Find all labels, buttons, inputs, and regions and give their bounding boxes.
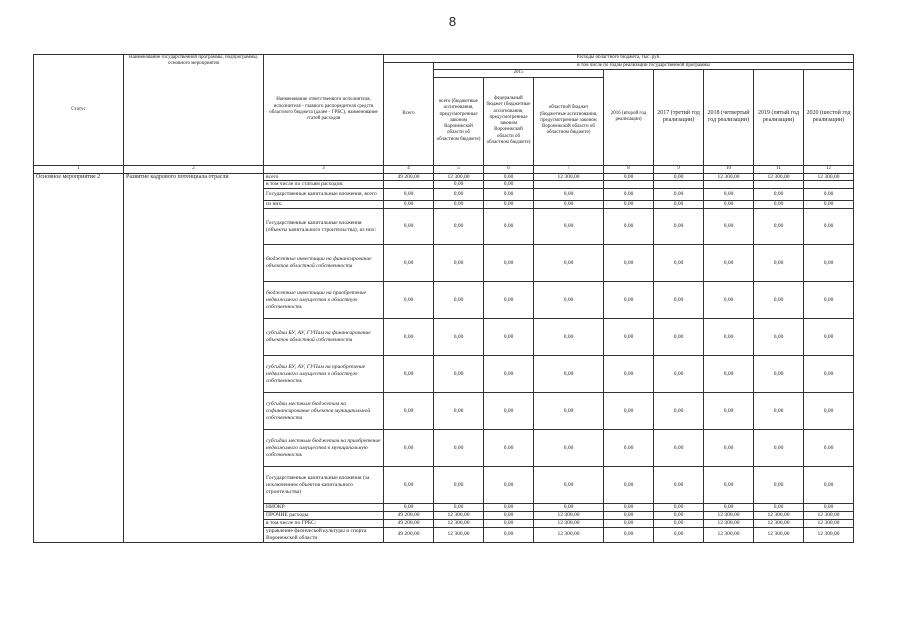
value-cell: 0,00 <box>434 319 484 356</box>
value-cell: 0,00 <box>534 282 604 319</box>
value-cell: 0,00 <box>434 430 484 467</box>
value-cell <box>704 181 754 189</box>
value-cell: 0,00 <box>434 282 484 319</box>
value-cell: 0,00 <box>754 245 804 282</box>
value-cell: 0,00 <box>704 245 754 282</box>
row-label: бюджетные инвестиции на финансирование объектов областной собственности <box>264 245 384 282</box>
value-cell <box>654 181 704 189</box>
value-cell: 0,00 <box>704 209 754 245</box>
value-cell: 0,00 <box>484 527 534 542</box>
value-cell: 0,00 <box>484 319 534 356</box>
col-number: 8 <box>604 165 654 173</box>
value-cell: 0,00 <box>804 504 854 512</box>
value-cell: 0,00 <box>804 356 854 393</box>
value-cell: 0,00 <box>484 173 534 181</box>
value-cell: 0,00 <box>484 356 534 393</box>
value-cell: 0,00 <box>804 467 854 504</box>
value-cell: 0,00 <box>754 430 804 467</box>
value-cell: 0,00 <box>604 282 654 319</box>
row-label: ПРОЧИЕ расходы <box>264 512 384 520</box>
value-cell: 0,00 <box>754 201 804 209</box>
value-cell: 0,00 <box>754 356 804 393</box>
row-label: субсидии БУ, АУ, ГУПам на финансирование объектов областной собственности <box>264 319 384 356</box>
value-cell: 0,00 <box>384 282 434 319</box>
value-cell: 0,00 <box>434 504 484 512</box>
value-cell: 0,00 <box>484 393 534 430</box>
col-number: 6 <box>484 165 534 173</box>
value-cell: 0,00 <box>384 201 434 209</box>
value-cell: 0,00 <box>604 209 654 245</box>
header-sub-total: всего (бюджетные ассигнования, предусмотренные законом Воронежской области об областном бюджете) <box>434 77 484 165</box>
value-cell: 12 300,00 <box>434 173 484 181</box>
row-label: НИОКР <box>264 504 384 512</box>
value-cell: 0,00 <box>384 209 434 245</box>
value-cell: 0,00 <box>654 282 704 319</box>
value-cell: 0,00 <box>384 467 434 504</box>
value-cell: 0,00 <box>804 245 854 282</box>
value-cell: 0,00 <box>604 173 654 181</box>
value-cell: 0,00 <box>654 201 704 209</box>
value-cell: 0,00 <box>484 430 534 467</box>
value-cell: 0,00 <box>434 356 484 393</box>
header-sub-regional: областной бюджет (бюджетные ассигнования, предусмотренные законом Воронежской области об областном бюджете) <box>534 77 604 165</box>
row-label: Государственные капитальные вложения, всего <box>264 189 384 201</box>
value-cell: 12 300,00 <box>704 527 754 542</box>
value-cell: 49 200,00 <box>384 512 434 520</box>
row-label: Государственные капитальные вложения (за исключением объектов капитального строительства) <box>264 467 384 504</box>
value-cell: 0,00 <box>604 527 654 542</box>
program-cell: Развитие кадрового потенциала отрасли <box>124 173 264 542</box>
value-cell: 0,00 <box>754 189 804 201</box>
row-label: из них: <box>264 201 384 209</box>
value-cell: 0,00 <box>484 181 534 189</box>
value-cell <box>754 181 804 189</box>
value-cell: 0,00 <box>704 319 754 356</box>
value-cell: 0,00 <box>534 201 604 209</box>
header-program-name: Наименование государственной программы, подпрограммы, основного мероприятия <box>124 55 264 166</box>
header-2019: 2019 (пятый год реализации) <box>754 70 804 165</box>
value-cell: 12 300,00 <box>534 173 604 181</box>
value-cell: 12 300,00 <box>754 512 804 520</box>
value-cell: 0,00 <box>434 393 484 430</box>
value-cell: 12 300,00 <box>754 519 804 527</box>
status-cell: Основное мероприятие 2 <box>34 173 124 542</box>
table-row <box>34 173 854 181</box>
value-cell: 0,00 <box>534 467 604 504</box>
value-cell: 0,00 <box>654 393 704 430</box>
value-cell: 0,00 <box>384 356 434 393</box>
header-total: Всего <box>384 63 434 166</box>
value-cell: 0,00 <box>654 209 704 245</box>
value-cell: 12 300,00 <box>434 527 484 542</box>
value-cell: 12 300,00 <box>704 173 754 181</box>
value-cell: 0,00 <box>804 319 854 356</box>
value-cell: 0,00 <box>534 393 604 430</box>
value-cell: 0,00 <box>754 209 804 245</box>
value-cell: 0,00 <box>804 201 854 209</box>
value-cell: 12 300,00 <box>804 173 854 181</box>
value-cell: 0,00 <box>604 512 654 520</box>
value-cell: 12 300,00 <box>534 512 604 520</box>
value-cell: 0,00 <box>704 430 754 467</box>
col-number: 2 <box>124 165 264 173</box>
value-cell: 0,00 <box>804 430 854 467</box>
row-label: в том числе по статьям расходов: <box>264 181 384 189</box>
row-label: всего <box>264 173 384 181</box>
header-2017: 2017 (третий год реализации) <box>654 70 704 165</box>
value-cell: 0,00 <box>754 282 804 319</box>
value-cell: 0,00 <box>704 393 754 430</box>
row-label: субсидии местным бюджетам на софинансирование объектов муниципальной собственности <box>264 393 384 430</box>
value-cell: 0,00 <box>604 356 654 393</box>
value-cell: 12 300,00 <box>534 519 604 527</box>
value-cell: 0,00 <box>484 201 534 209</box>
value-cell: 0,00 <box>604 201 654 209</box>
value-cell: 0,00 <box>604 393 654 430</box>
value-cell: 0,00 <box>754 467 804 504</box>
value-cell: 0,00 <box>654 319 704 356</box>
header-year-2015: 2015 <box>434 70 604 77</box>
value-cell: 12 300,00 <box>754 527 804 542</box>
value-cell: 0,00 <box>434 201 484 209</box>
value-cell: 0,00 <box>704 504 754 512</box>
value-cell: 0,00 <box>604 504 654 512</box>
value-cell: 0,00 <box>484 504 534 512</box>
value-cell: 0,00 <box>604 430 654 467</box>
value-cell: 0,00 <box>654 173 704 181</box>
col-number: 9 <box>654 165 704 173</box>
value-cell: 0,00 <box>804 209 854 245</box>
value-cell: 0,00 <box>534 319 604 356</box>
header-2016: 2016 (второй год реализации) <box>604 70 654 165</box>
header-executor: Наименование ответственного исполнителя, исполнителя - главного распорядителя средств областного бюджета (далее - ГРБС), наименование статей расходов <box>264 55 384 166</box>
value-cell: 12 300,00 <box>754 173 804 181</box>
value-cell: 0,00 <box>604 467 654 504</box>
value-cell: 12 300,00 <box>804 527 854 542</box>
row-label: субсидии БУ, АУ, ГУПам на приобретение недвижимого имущества в областную собственность <box>264 356 384 393</box>
value-cell: 0,00 <box>384 393 434 430</box>
row-label: в том числе по ГРБС: <box>264 519 384 527</box>
row-label: субсидии местным бюджетам на приобретение недвижимого имущества в муниципальную собственность <box>264 430 384 467</box>
value-cell: 0,00 <box>804 393 854 430</box>
page-number: 8 <box>448 14 457 29</box>
col-number: 7 <box>534 165 604 173</box>
value-cell: 0,00 <box>654 512 704 520</box>
value-cell: 0,00 <box>484 189 534 201</box>
col-number: 12 <box>804 165 854 173</box>
header-2020: 2020 (шестой год реализации) <box>804 70 854 165</box>
value-cell: 12 300,00 <box>434 519 484 527</box>
value-cell: 0,00 <box>654 245 704 282</box>
value-cell: 0,00 <box>534 504 604 512</box>
value-cell: 0,00 <box>484 467 534 504</box>
value-cell: 0,00 <box>384 504 434 512</box>
row-label: управление физической культуры и спорта Воронежской области <box>264 527 384 542</box>
value-cell <box>534 181 604 189</box>
value-cell: 0,00 <box>384 319 434 356</box>
value-cell: 49 200,00 <box>384 519 434 527</box>
value-cell: 0,00 <box>804 282 854 319</box>
header-expenses-title: Расходы областного бюджета, тыс. руб. <box>384 55 854 63</box>
value-cell: 0,00 <box>604 319 654 356</box>
value-cell: 0,00 <box>384 430 434 467</box>
row-label: Государственные капитальные вложения (объекты капитального строительства), из них: <box>264 209 384 245</box>
value-cell: 12 300,00 <box>804 512 854 520</box>
value-cell: 0,00 <box>484 512 534 520</box>
value-cell: 0,00 <box>654 519 704 527</box>
value-cell: 0,00 <box>534 189 604 201</box>
col-number: 5 <box>434 165 484 173</box>
value-cell: 49 200,00 <box>384 173 434 181</box>
header-2018: 2018 (четвертый год реализации) <box>704 70 754 165</box>
column-numbers-row <box>34 165 854 173</box>
row-label: бюджетные инвестиции на приобретение недвижимого имущества в областную собственность <box>264 282 384 319</box>
value-cell: 0,00 <box>534 430 604 467</box>
col-number: 11 <box>754 165 804 173</box>
value-cell: 0,00 <box>434 189 484 201</box>
header-status: Статус <box>34 55 124 166</box>
value-cell: 0,00 <box>534 245 604 282</box>
value-cell: 0,00 <box>704 467 754 504</box>
value-cell: 0,00 <box>434 245 484 282</box>
value-cell: 0,00 <box>704 189 754 201</box>
value-cell: 0,00 <box>704 201 754 209</box>
value-cell: 0,00 <box>484 282 534 319</box>
value-cell: 0,00 <box>654 467 704 504</box>
value-cell: 12 300,00 <box>534 527 604 542</box>
value-cell: 0,00 <box>654 504 704 512</box>
value-cell: 0,00 <box>654 527 704 542</box>
value-cell: 0,00 <box>484 519 534 527</box>
value-cell: 0,00 <box>384 245 434 282</box>
value-cell: 0,00 <box>704 356 754 393</box>
value-cell: 0,00 <box>704 282 754 319</box>
col-number: 3 <box>264 165 384 173</box>
header-by-years: в том числе по годам реализации государственной программы <box>434 63 854 70</box>
value-cell: 0,00 <box>434 209 484 245</box>
value-cell <box>384 181 434 189</box>
value-cell: 12 300,00 <box>434 512 484 520</box>
value-cell: 0,00 <box>604 519 654 527</box>
col-number: 1 <box>34 165 124 173</box>
col-number: 10 <box>704 165 754 173</box>
value-cell: 0,00 <box>654 356 704 393</box>
value-cell: 0,00 <box>484 245 534 282</box>
value-cell: 0,00 <box>754 504 804 512</box>
value-cell: 12 300,00 <box>804 519 854 527</box>
value-cell: 12 300,00 <box>704 512 754 520</box>
value-cell: 49 200,00 <box>384 527 434 542</box>
value-cell <box>604 181 654 189</box>
value-cell: 0,00 <box>604 189 654 201</box>
value-cell: 0,00 <box>534 209 604 245</box>
value-cell: 0,00 <box>484 209 534 245</box>
value-cell: 0,00 <box>754 393 804 430</box>
value-cell: 0,00 <box>384 189 434 201</box>
value-cell: 0,00 <box>434 467 484 504</box>
header-sub-federal: федеральный бюджет (бюджетные ассигнования, предусмотренные законом Воронежской области об областном бюджете) <box>484 77 534 165</box>
value-cell: 0,00 <box>654 430 704 467</box>
value-cell: 0,00 <box>534 356 604 393</box>
value-cell: 0,00 <box>434 181 484 189</box>
value-cell: 0,00 <box>654 189 704 201</box>
value-cell: 0,00 <box>604 245 654 282</box>
value-cell: 0,00 <box>804 189 854 201</box>
value-cell <box>804 181 854 189</box>
col-number: 4 <box>384 165 434 173</box>
value-cell: 0,00 <box>754 319 804 356</box>
value-cell: 12 300,00 <box>704 519 754 527</box>
budget-table <box>33 54 854 543</box>
